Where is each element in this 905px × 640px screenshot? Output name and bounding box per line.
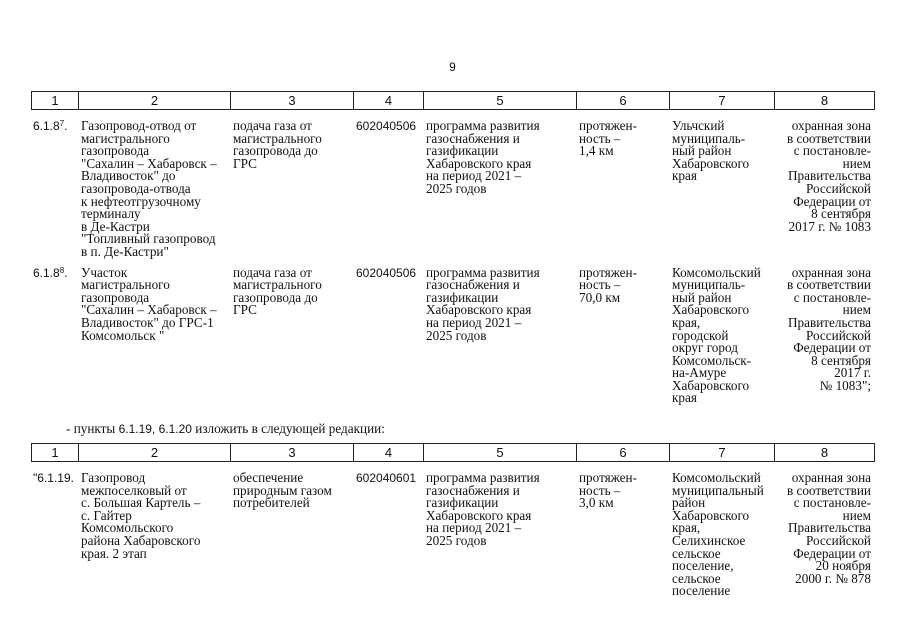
program-reference <box>423 120 576 259</box>
basis-line: с постановле- <box>793 495 871 511</box>
location-line: округ город <box>672 340 738 356</box>
program-line: программа развития <box>426 470 540 485</box>
item-number <box>31 472 78 598</box>
legal-basis <box>774 120 874 259</box>
header-col-5: 5 <box>424 444 577 462</box>
object-purpose-line: газопровода до <box>233 289 318 305</box>
basis-line: охранная зона <box>791 470 871 485</box>
program-line: газификации <box>426 289 499 305</box>
basis-line: нием <box>842 155 871 171</box>
length-line: 1,4 км <box>579 143 614 159</box>
program-line: 2025 годов <box>426 327 487 343</box>
program-reference <box>423 472 576 598</box>
object-purpose-line: потребителей <box>233 495 310 511</box>
basis-line: 2017 г. № 1083 <box>788 218 871 234</box>
location-line: Селихинское <box>672 532 746 548</box>
program-line: Хабаровского края <box>426 302 532 318</box>
object-name-line: к нефтеотгрузочному <box>81 193 201 209</box>
object-purpose-line: газопровода до <box>233 143 318 159</box>
object-name-line: в Де-Кастри <box>81 218 150 234</box>
object-location <box>669 264 774 406</box>
basis-line: № 1083"; <box>819 377 871 393</box>
object-name-line: Газопровод <box>81 470 146 485</box>
object-name-line: магистрального <box>81 130 170 146</box>
object-name-line: "Сахалин – Хабаровск – <box>81 302 217 318</box>
object-name-line: Участок <box>81 264 128 280</box>
table-body-top <box>31 120 874 405</box>
location-line: Хабаровского <box>672 302 750 318</box>
basis-line: с постановле- <box>793 143 871 159</box>
object-code: 602040506 <box>356 119 417 133</box>
program-line: на период 2021 – <box>426 314 522 330</box>
item-number-suffix: . <box>64 119 68 133</box>
basis-line: Российской <box>806 180 871 196</box>
object-name-line: Владивосток" до <box>81 168 176 184</box>
location-line: края, <box>672 520 701 536</box>
item-number-text: 6.1.8 <box>33 265 60 280</box>
table-row <box>31 120 874 259</box>
page-number: 9 <box>449 60 456 74</box>
program-line: программа развития <box>426 118 540 133</box>
object-name-line: с. Большая Картель – <box>81 495 201 511</box>
location-line: Комсомольский <box>672 264 761 280</box>
basis-line: нием <box>842 507 871 523</box>
location-line: Хабаровского <box>672 507 750 523</box>
program-line: газификации <box>426 495 499 511</box>
location-line: Хабаровского <box>672 377 750 393</box>
basis-line: в соответствии <box>786 130 871 146</box>
location-line: Комсомольск- <box>672 352 752 368</box>
program-line: 2025 годов <box>426 180 487 196</box>
location-line: на-Амуре <box>672 365 727 381</box>
object-name-line: газопровода <box>81 289 150 305</box>
length-line: протяжен- <box>579 264 637 280</box>
object-purpose <box>230 120 353 259</box>
program-line: 2025 годов <box>426 532 487 548</box>
object-name-line: межпоселковый от <box>81 482 187 498</box>
location-line: ный район <box>672 143 732 159</box>
location-line: Хабаровского <box>672 155 750 171</box>
table-header-bottom <box>31 443 875 462</box>
object-name-line: Владивосток" до ГРС-1 <box>81 314 214 330</box>
basis-line: 2017 г. <box>834 365 871 381</box>
location-line: края, <box>672 314 701 330</box>
object-purpose-line: подача газа от <box>233 264 312 280</box>
object-purpose-line: подача газа от <box>233 118 312 133</box>
header-col-4: 4 <box>354 444 424 462</box>
basis-line: Федерации от <box>793 193 871 209</box>
basis-line: 8 сентября <box>811 206 871 222</box>
object-length <box>576 120 669 259</box>
length-line: протяжен- <box>579 470 637 485</box>
basis-line: Правительства <box>788 168 871 184</box>
header-col-7: 7 <box>670 444 775 462</box>
basis-line: 20 ноября <box>815 558 871 574</box>
item-number-suffix: . <box>64 265 68 280</box>
header-col-8: 8 <box>775 444 875 462</box>
object-name-line: района Хабаровского <box>81 532 201 548</box>
program-line: газоснабжения и <box>426 277 520 293</box>
header-col-3: 3 <box>231 444 354 462</box>
object-location <box>669 472 774 598</box>
object-purpose <box>230 472 353 598</box>
basis-line: в соответствии <box>786 277 871 293</box>
location-line: сельское <box>672 545 721 561</box>
object-location <box>669 120 774 259</box>
item-number <box>31 120 78 259</box>
header-col-5: 5 <box>424 92 577 110</box>
basis-line: Федерации от <box>793 340 871 356</box>
header-col-2: 2 <box>79 92 231 110</box>
basis-line: охранная зона <box>791 264 871 280</box>
object-name-line: газопровода-отвода <box>81 180 191 196</box>
length-line: 70,0 км <box>579 289 621 305</box>
program-line: Хабаровского края <box>426 155 532 171</box>
length-line: ность – <box>579 482 621 498</box>
object-name-line: Комсомольского <box>81 520 174 536</box>
header-col-6: 6 <box>577 444 670 462</box>
object-purpose-line: магистрального <box>233 130 322 146</box>
object-code: 602040506 <box>356 265 417 280</box>
program-line: Хабаровского края <box>426 507 532 523</box>
location-line: Комсомольский <box>672 470 761 485</box>
program-line: газоснабжения и <box>426 482 520 498</box>
header-col-1: 1 <box>32 444 79 462</box>
length-line: ность – <box>579 130 621 146</box>
object-name <box>78 472 230 598</box>
legal-basis <box>774 472 874 598</box>
object-length <box>576 264 669 406</box>
object-purpose-line: ГРС <box>233 155 257 171</box>
length-line: ность – <box>579 277 621 293</box>
item-number-text: "6.1.19. <box>33 471 74 485</box>
basis-line: Российской <box>806 327 871 343</box>
instruction-suffix: изложить в следующей редакции: <box>191 421 385 436</box>
object-length <box>576 472 669 598</box>
program-line: на период 2021 – <box>426 520 522 536</box>
program-line: газоснабжения и <box>426 130 520 146</box>
table-row <box>31 472 874 598</box>
object-name-line: магистрального <box>81 277 170 293</box>
table-row <box>31 267 874 406</box>
location-line: муниципаль- <box>672 277 746 293</box>
object-name-line: "Топливный газопровод <box>81 231 216 247</box>
header-col-7: 7 <box>670 92 775 110</box>
item-number-superscript: 8 <box>59 265 65 275</box>
object-name <box>78 264 230 406</box>
object-code: 602040601 <box>356 471 417 485</box>
basis-line: нием <box>842 302 871 318</box>
header-col-6: 6 <box>577 92 670 110</box>
basis-line: 2000 г. № 878 <box>795 570 871 586</box>
location-line: края <box>672 390 697 406</box>
location-line: муниципальный <box>672 482 764 498</box>
object-purpose <box>230 264 353 406</box>
item-number <box>31 267 78 406</box>
location-line: поселение <box>672 583 731 599</box>
basis-line: Федерации от <box>793 545 871 561</box>
object-name-line: терминалу <box>81 206 141 222</box>
header-col-2: 2 <box>79 444 231 462</box>
length-line: 3,0 км <box>579 495 614 511</box>
object-purpose-line: природным газом <box>233 482 332 498</box>
object-purpose-line: обеспечение <box>233 470 304 485</box>
header-col-1: 1 <box>32 92 79 110</box>
basis-line: 8 сентября <box>811 352 871 368</box>
header-col-3: 3 <box>231 92 354 110</box>
legal-basis <box>774 264 874 406</box>
header-col-8: 8 <box>775 92 875 110</box>
object-name-line: с. Гайтер <box>81 507 132 523</box>
location-line: края <box>672 168 697 184</box>
header-col-4: 4 <box>354 92 424 110</box>
table-header-top <box>31 91 875 110</box>
location-line: городской <box>672 327 729 343</box>
instruction-items: 6.1.19, 6.1.20 <box>118 422 192 436</box>
basis-line: Правительства <box>788 314 871 330</box>
object-name-line: газопровода <box>81 143 150 159</box>
location-line: Ульчский <box>672 118 725 133</box>
item-number-superscript: 7 <box>59 119 65 128</box>
object-name-line: Комсомольск " <box>81 327 165 343</box>
object-name-line: края. 2 этап <box>81 545 147 561</box>
program-reference <box>423 264 576 406</box>
instruction-prefix: - пункты <box>66 421 119 436</box>
program-line: программа развития <box>426 264 540 280</box>
location-line: район <box>672 495 706 511</box>
location-line: муниципаль- <box>672 130 746 146</box>
program-line: газификации <box>426 143 499 159</box>
location-line: ный район <box>672 289 732 305</box>
object-purpose-line: ГРС <box>233 302 257 318</box>
basis-line: Российской <box>806 532 871 548</box>
program-line: на период 2021 – <box>426 168 522 184</box>
basis-line: охранная зона <box>791 118 871 133</box>
basis-line: в соответствии <box>786 482 871 498</box>
table-body-bottom <box>31 472 874 598</box>
item-number-text: 6.1.8 <box>33 119 60 133</box>
object-purpose-line: магистрального <box>233 277 322 293</box>
location-line: сельское <box>672 570 721 586</box>
location-line: поселение, <box>672 558 734 574</box>
instruction-text <box>66 421 385 437</box>
object-name-line: в п. Де-Кастри" <box>81 243 169 259</box>
object-name-line: Газопровод-отвод от <box>81 118 197 133</box>
object-name <box>78 120 230 259</box>
length-line: протяжен- <box>579 118 637 133</box>
basis-line: Правительства <box>788 520 871 536</box>
basis-line: с постановле- <box>793 289 871 305</box>
object-name-line: "Сахалин – Хабаровск – <box>81 155 217 171</box>
